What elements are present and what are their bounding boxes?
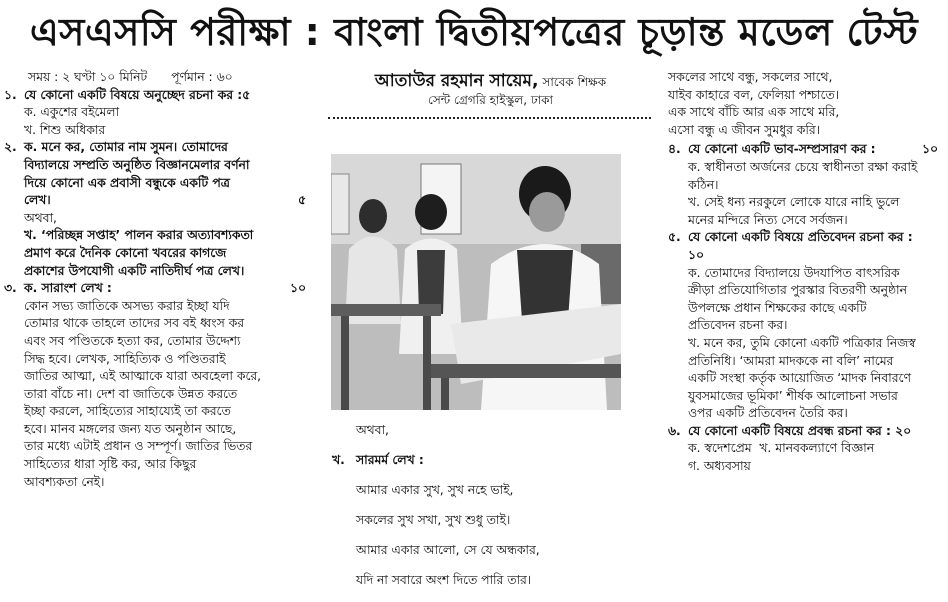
exam-hall-photo xyxy=(331,154,621,410)
or-label: অথবা, xyxy=(356,423,389,438)
text-line: ক. তোমাদের বিদ্যালয়ে উদযাপিত বাৎসরিক xyxy=(688,265,900,280)
question-text: যে কোনো একটি বিষয়ে অনুচ্ছেদ রচনা কর :৫ xyxy=(24,87,251,102)
question-number: ৬. xyxy=(668,423,681,438)
text-line: ক. স্বাধীনতা অর্জনের চেয়ে স্বাধীনতা রক্ষা করাই xyxy=(688,159,918,174)
option-c: গ. অধ্যবসায় xyxy=(688,459,751,474)
option-label: খ. xyxy=(332,453,345,468)
question-2 xyxy=(4,139,312,209)
desk xyxy=(331,304,441,316)
desk-leg xyxy=(341,316,349,410)
text-line: ক. মনে কর, তোমার নাম সুমন। তোমাদের xyxy=(24,140,228,155)
text-line: জাতির আত্মা, এই আত্মাকে যারা অবহেলা করে, xyxy=(24,369,262,384)
text-line: প্রমাণ করে দৈনিক কোনো খবরের কাগজে xyxy=(24,245,227,260)
exam-time: সময় : ২ ঘণ্টা ১০ মিনিট xyxy=(28,70,148,84)
question-mark: ১০ xyxy=(922,142,938,157)
text-line: তার মধ্যে এটাই প্রধান ও সম্পূর্ণ। জাতির ভিতর xyxy=(24,439,253,454)
question-mark: ১০ xyxy=(290,281,306,296)
text-line: প্রকাশের উপযোগী একটি নাতিদীর্ঘ পত্র লেখ। xyxy=(24,263,245,278)
poem-line: আমার একার আলো, সে যে অন্ধকার, xyxy=(356,542,540,557)
text-line: ইচ্ছা করলে, সাহিত্যের সাহায্যেই তা করতে xyxy=(24,404,231,419)
dotted-divider xyxy=(328,117,651,119)
text-line: কোন সভ্য জাতিকে অসভ্য করার ইচ্ছা যদি xyxy=(24,298,230,313)
question-text: যে কোনো একটি ভাব-সম্প্রসারণ কর : xyxy=(688,142,876,157)
text-line: হবে। মানব মঙ্গলের জন্য যত অনুষ্ঠান আছে, xyxy=(24,421,237,436)
text-line: ওপর একটি প্রতিবেদন তৈরি কর। xyxy=(688,406,848,421)
question-text: যে কোনো একটি বিষয়ে প্রতিবেদন রচনা কর : xyxy=(688,230,913,245)
middle-column xyxy=(318,69,663,119)
author-byline xyxy=(318,73,663,109)
text-line: তারা বাঁচে না। দেশ বা জাতিকে উন্নত করতে xyxy=(24,386,238,401)
desk-leg xyxy=(441,378,449,410)
author-school: সেন্ট গ্রেগরি হাইস্কুল, ঢাকা xyxy=(427,92,553,107)
option-b xyxy=(668,194,946,229)
middle-text xyxy=(318,410,658,602)
question-number: ৪. xyxy=(668,142,681,157)
author-name: আতাউর রহমান সায়েম, xyxy=(374,71,539,91)
author-role: সাবেক শিক্ষক xyxy=(542,75,607,89)
text-line: কঠিন। xyxy=(688,177,719,192)
question-number: ২. xyxy=(4,140,17,155)
question-number: ১. xyxy=(4,87,17,102)
text-line xyxy=(24,192,312,210)
desk-leg xyxy=(423,316,431,410)
text-line: খ. ‘পরিচ্ছন্ন সপ্তাহ’ পালন করার অত্যাবশ্যকতা xyxy=(24,228,254,243)
headline: এসএসসি পরীক্ষা : বাংলা দ্বিতীয়পত্রের চূড়ান্ত মডেল টেস্ট xyxy=(29,10,919,54)
question-1 xyxy=(4,87,312,105)
window xyxy=(331,174,349,234)
question-text: ক. সারাংশ লেখ : xyxy=(24,281,112,296)
text-line: দিয়ে কোনো এক প্রবাসী বন্ধুকে একটি পত্র xyxy=(24,175,230,190)
desk xyxy=(431,364,621,378)
text-line: সিদ্ধ হবে। লেখক, সাহিত্যিক ও পণ্ডিতরাই xyxy=(24,351,226,366)
question-text: যে কোনো একটি বিষয়ে প্রবন্ধ রচনা কর : ২০ xyxy=(688,423,912,438)
option-a xyxy=(668,265,946,335)
text-line: উপলক্ষে প্রধান শিক্ষকের কাছে একটি xyxy=(688,300,867,315)
text-line: একটি সংস্থা কর্তৃক আয়োজিত ‘মাদক নিবারণে xyxy=(688,371,911,386)
poem-line: এক সাথে বাঁচি আর এক সাথে মরি, xyxy=(668,105,840,120)
option-b xyxy=(318,452,658,470)
left-column xyxy=(4,69,312,491)
text-line: এবং সব পণ্ডিতকে হত্যা কর, তোমার উদ্দেশ্য xyxy=(24,333,241,348)
question-3 xyxy=(4,280,312,298)
text-line: সাহিত্যের ধারা সৃষ্টি কর, আর কিছুর xyxy=(24,457,197,472)
option-a: ক. স্বদেশপ্রেম খ. মানবকল্যাণে বিজ্ঞান xyxy=(688,441,875,456)
question-6 xyxy=(668,423,946,441)
question-4 xyxy=(668,141,946,159)
question-text xyxy=(24,139,312,209)
option-a: ক. একুশের বইমেলা xyxy=(24,105,120,120)
poem-line: সকলের সাথে বন্ধু, সকলের সাথে, xyxy=(668,70,833,84)
text-line: ক্রীড়া প্রতিযোগিতার পুরস্কার বিতরণী অনুষ্ঠান xyxy=(688,283,907,298)
poem-line: যাইব কাহারে বল, ফেলিয়া পশ্চাতে। xyxy=(668,87,840,102)
text-line: আবশ্যকতা নেই। xyxy=(24,474,105,489)
question-mark: ৫ xyxy=(298,193,306,208)
option-b: খ. শিশু অধিকার xyxy=(24,122,106,137)
question-number: ৫. xyxy=(668,230,681,245)
text-line: মনের মন্দিরে নিত্য সেবে সর্বজন। xyxy=(688,212,848,227)
text-line: যুবসমাজের ভূমিকা’ শীর্ষক আলোচনা সভার xyxy=(688,388,898,403)
poem-line: আমার একার সুখ, সুখ নহে ভাই, xyxy=(356,483,514,498)
option-a xyxy=(668,159,946,194)
passage xyxy=(4,298,312,492)
question-text: সারমর্ম লেখ : xyxy=(356,453,424,468)
text-line: প্রতিনিধি। ‘আমরা মাদককে না বলি’ নামের xyxy=(688,353,894,368)
photo-illustration xyxy=(331,154,621,410)
student-face xyxy=(529,192,565,232)
text-line: খ. সেই ধন্য নরকুলে লোকে যারে নাহি ভুলে xyxy=(688,195,900,210)
option-b xyxy=(4,227,312,280)
right-column xyxy=(668,69,946,476)
question-mark: ১০ xyxy=(688,247,704,262)
text-line: তোমার থাকে তাহলে তাদের সব বই ধ্বংস কর xyxy=(24,316,245,331)
or-label: অথবা, xyxy=(24,210,57,225)
student-head xyxy=(359,199,387,233)
poem xyxy=(318,482,658,589)
poem-line: যদি না সবারে অংশ দিতে পারি তার। xyxy=(356,572,532,587)
question-5 xyxy=(668,229,946,264)
poem-line: এসো বন্ধু এ জীবন সুমধুর করি। xyxy=(668,122,821,137)
text-line: খ. মনে কর, তুমি কোনো একটি পত্রিকার নিজস্ব xyxy=(688,335,916,350)
question-number: ৩. xyxy=(4,281,17,296)
exam-meta xyxy=(4,69,312,87)
text-fragment: লেখ। xyxy=(24,193,51,208)
exam-marks: পূর্ণমান : ৬০ xyxy=(171,70,233,84)
student-head xyxy=(415,194,447,230)
poem-line: সকলের সুখ সখা, সুখ শুধু তাই। xyxy=(356,512,511,527)
text-line: বিদ্যালয়ে সম্প্রতি অনুষ্ঠিত বিজ্ঞানমেলার বর্ণনা xyxy=(24,157,250,172)
option-b xyxy=(668,335,946,423)
text-line: প্রতিবেদন রচনা কর। xyxy=(688,318,788,333)
